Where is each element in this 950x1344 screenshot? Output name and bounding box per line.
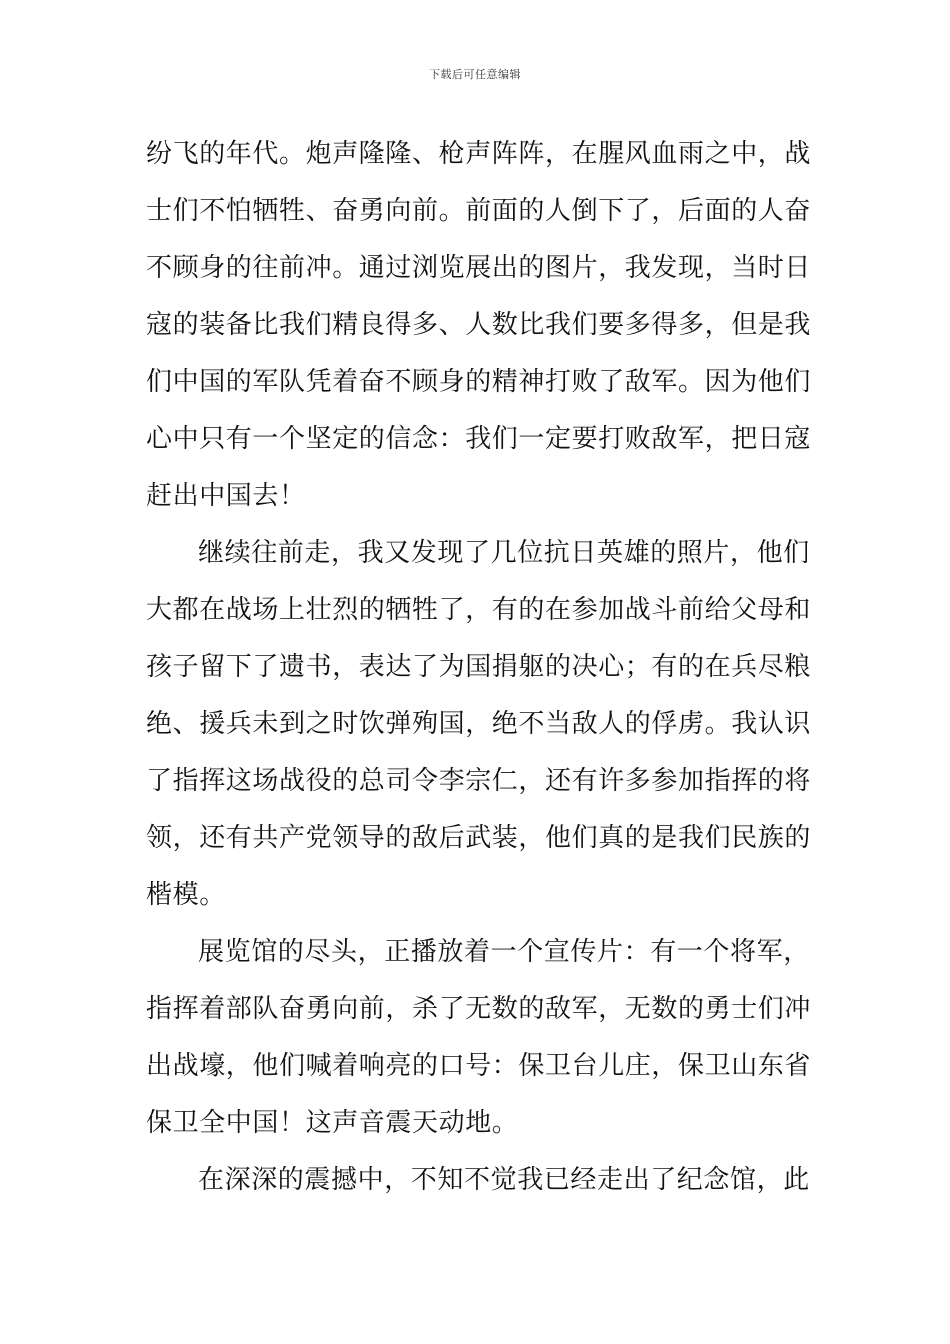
text-line: 不顾身的往前冲。通过浏览展出的图片，我发现，当时日: [146, 253, 812, 283]
text-line: 寇的装备比我们精良得多、人数比我们要多得多，但是我: [146, 310, 812, 340]
text-line: 保卫全中国！这声音震天动地。: [146, 1108, 519, 1138]
text-line: 孩子留下了遗书，表达了为国捐躯的决心；有的在兵尽粮: [146, 652, 812, 682]
text-line: 领，还有共产党领导的敌后武装，他们真的是我们民族的: [146, 823, 812, 853]
text-line: 赶出中国去！: [146, 481, 306, 511]
paragraph-start-line: 在深深的震撼中，不知不觉我已经走出了纪念馆，此: [198, 1165, 810, 1195]
text-line: 楷模。: [146, 880, 226, 910]
paragraph-start-line: 继续往前走，我又发现了几位抗日英雄的照片，他们: [198, 538, 810, 568]
text-line: 出战壕，他们喊着响亮的口号：保卫台儿庄，保卫山东省: [146, 1051, 812, 1081]
page-header: 下载后可任意编辑: [429, 68, 521, 81]
text-line: 大都在战场上壮烈的牺牲了，有的在参加战斗前给父母和: [146, 595, 812, 625]
text-line: 纷飞的年代。炮声隆隆、枪声阵阵，在腥风血雨之中，战: [146, 139, 812, 169]
text-line: 绝、援兵未到之时饮弹殉国，绝不当敌人的俘虏。我认识: [146, 709, 812, 739]
text-line: 心中只有一个坚定的信念：我们一定要打败敌军，把日寇: [146, 424, 812, 454]
text-line: 士们不怕牺牲、奋勇向前。前面的人倒下了，后面的人奋: [146, 196, 812, 226]
body-text: [146, 126, 812, 1209]
paragraph-start-line: 展览馆的尽头，正播放着一个宣传片：有一个将军，: [198, 937, 810, 967]
text-line: 指挥着部队奋勇向前，杀了无数的敌军，无数的勇士们冲: [146, 994, 812, 1024]
text-line: 了指挥这场战役的总司令李宗仁，还有许多参加指挥的将: [146, 766, 812, 796]
text-line: 们中国的军队凭着奋不顾身的精神打败了敌军。因为他们: [146, 367, 812, 397]
